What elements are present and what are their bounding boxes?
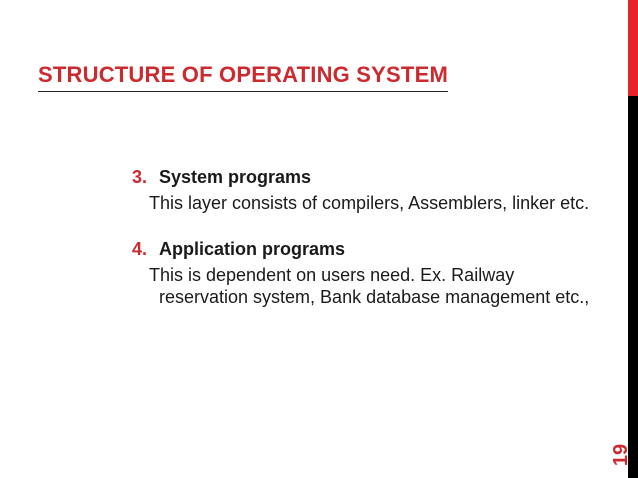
sidebar-black-segment: [628, 96, 638, 478]
list-item-description: This layer consists of compilers, Assemblers, linker etc.: [149, 193, 590, 213]
sidebar-red-segment: [628, 0, 638, 96]
page-number: 19: [610, 443, 632, 467]
sidebar-accent-bar: [628, 0, 638, 478]
list-item-description: This is dependent on users need. Ex. Railway reservation system, Bank database management etc.,: [149, 265, 590, 307]
list-item-number: 4.: [132, 239, 148, 259]
list-item-heading: [132, 166, 602, 188]
slide-content: [132, 166, 602, 308]
list-item-system-programs: [132, 166, 602, 214]
list-item-heading: [132, 238, 602, 260]
list-item-title: System programs: [159, 167, 312, 187]
list-item-application-programs: [132, 238, 602, 308]
list-item-title: Application programs: [159, 239, 346, 259]
slide-title: STRUCTURE OF OPERATING SYSTEM: [38, 62, 448, 92]
list-item-number: 3.: [132, 167, 148, 187]
